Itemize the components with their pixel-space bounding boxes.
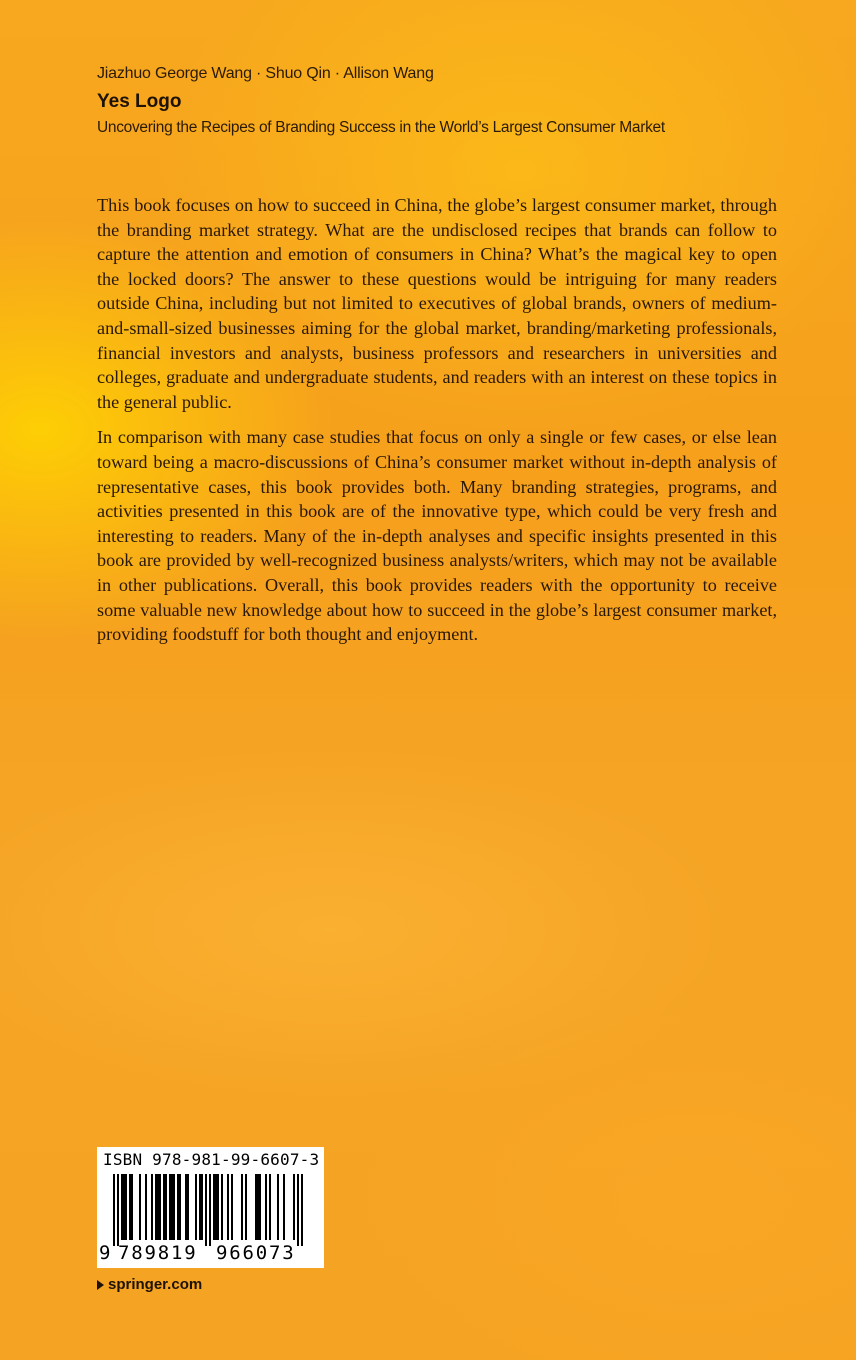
- barcode-bar: [177, 1174, 179, 1240]
- barcode-bar: [201, 1174, 203, 1240]
- barcode-bar: [121, 1174, 123, 1240]
- book-description: [97, 193, 777, 658]
- barcode-bar: [151, 1174, 153, 1240]
- barcode-digits: [97, 1241, 324, 1267]
- barcode-bar: [171, 1174, 173, 1240]
- barcode-bar: [293, 1174, 295, 1240]
- barcode-bar: [131, 1174, 133, 1240]
- barcode-bar: [163, 1174, 165, 1240]
- isbn-barcode: [97, 1147, 324, 1268]
- barcode-bar: [173, 1174, 175, 1240]
- barcode-bar: [165, 1174, 167, 1240]
- description-paragraph-1: This book focuses on how to succeed in China, the globe’s largest consumer market, through the branding market strategy. What are the undisclosed recipes that brands can follow to capture the attention and emotion of consumers in China? What’s the magical key to open the locked doors? The answer to these questions would be intriguing for many readers outside China, including but not limited to executives of global brands, owners of medium-and-small-sized businesses aiming for the global market, branding/marketing professionals, financial investors and analysts, business professors and researchers in universities and colleges, graduate and undergraduate students, and readers with an interest on these topics in the general public.: [97, 195, 777, 412]
- barcode-digits-right: 966073: [216, 1242, 296, 1264]
- book-title: Yes Logo: [97, 91, 182, 112]
- publisher-link-text[interactable]: springer.com: [108, 1276, 203, 1293]
- cover-header: [97, 62, 797, 140]
- barcode-bar: [123, 1174, 125, 1240]
- barcode-bar: [187, 1174, 189, 1240]
- book-authors: Jiazhuo George Wang · Shuo Qin · Allison Wang: [97, 65, 434, 82]
- barcode-bar: [255, 1174, 257, 1240]
- barcode-bar: [283, 1174, 285, 1240]
- barcode-bar: [221, 1174, 223, 1240]
- barcode-bar: [269, 1174, 271, 1240]
- barcode-guard-bar: [297, 1174, 299, 1246]
- barcode-digits-left: 789819: [118, 1242, 198, 1264]
- barcode-bar: [217, 1174, 219, 1240]
- barcode-bar: [195, 1174, 197, 1240]
- barcode-guard-bar: [113, 1174, 115, 1246]
- barcode-bar: [257, 1174, 259, 1240]
- barcode-bars: [97, 1174, 324, 1246]
- barcode-bar: [245, 1174, 247, 1240]
- barcode-bar: [129, 1174, 131, 1240]
- barcode-bar: [213, 1174, 215, 1240]
- barcode-bar: [227, 1174, 229, 1240]
- barcode-bar: [179, 1174, 181, 1240]
- barcode-bar: [159, 1174, 161, 1240]
- barcode-bar: [125, 1174, 127, 1240]
- barcode-guard-bar: [301, 1174, 303, 1246]
- barcode-bar: [139, 1174, 141, 1240]
- barcode-bar: [265, 1174, 267, 1240]
- barcode-guard-bar: [117, 1174, 119, 1246]
- triangle-arrow-icon: [97, 1280, 104, 1290]
- description-paragraph-2: In comparison with many case studies that focus on only a single or few cases, or else lean toward being a macro-discussions of China’s consumer market without in-depth analysis of representative cases, this book provides both. Many branding strategies, programs, and activities presented in this book are of the innovative type, which could be very fresh and interesting to readers. Many of the in-depth analyses and specific insights presented in this book are provided by well-recognized business analysts/writers, which may not be available in other publications. Overall, this book provides readers with the opportunity to receive some valuable new knowledge about how to succeed in the globe’s largest consumer market, providing foodstuff for both thought and enjoyment.: [97, 427, 777, 645]
- barcode-bar: [259, 1174, 261, 1240]
- barcode-bar: [241, 1174, 243, 1240]
- barcode-bar: [157, 1174, 159, 1240]
- isbn-label: ISBN 978-981-99-6607-3: [103, 1150, 320, 1169]
- barcode-bar: [277, 1174, 279, 1240]
- barcode-bar: [155, 1174, 157, 1240]
- publisher-link[interactable]: [97, 1276, 202, 1293]
- barcode-bar: [145, 1174, 147, 1240]
- barcode-digit-first: 9: [99, 1242, 111, 1264]
- barcode-bar: [215, 1174, 217, 1240]
- barcode-bar: [199, 1174, 201, 1240]
- barcode-bar: [185, 1174, 187, 1240]
- barcode-bar: [169, 1174, 171, 1240]
- barcode-guard-bar: [205, 1174, 207, 1246]
- book-subtitle: Uncovering the Recipes of Branding Success in the World’s Largest Consumer Market: [97, 119, 665, 136]
- barcode-guard-bar: [209, 1174, 211, 1246]
- barcode-bar: [231, 1174, 233, 1240]
